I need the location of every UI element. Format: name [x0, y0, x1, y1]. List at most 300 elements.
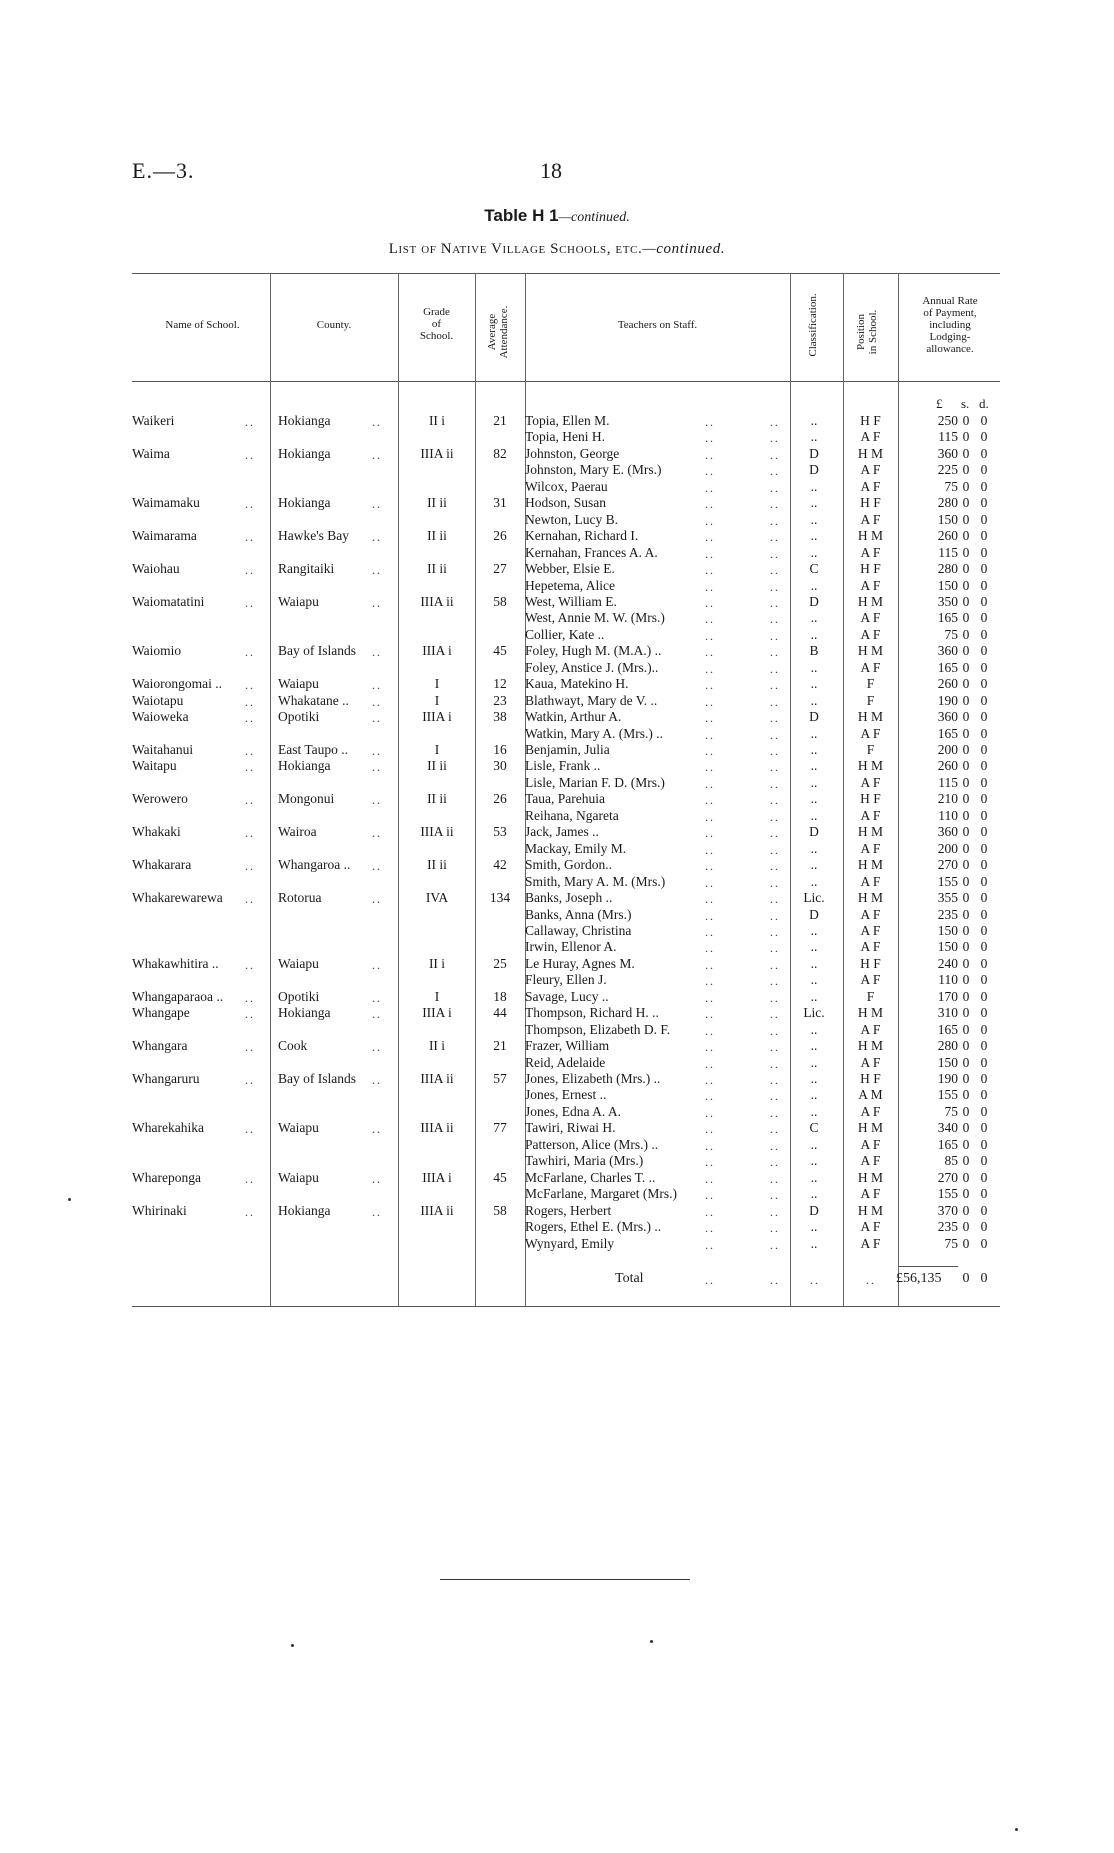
- payment-pence: 0: [980, 626, 988, 642]
- leader-dots: ..: [372, 892, 382, 907]
- table-row: [0, 758, 1114, 774]
- leader-dots: ..: [705, 579, 715, 594]
- leader-dots: ..: [705, 497, 715, 512]
- attendance-value: 21: [493, 413, 507, 428]
- leader-dots: ..: [372, 415, 382, 429]
- leader-dots: ..: [770, 957, 780, 972]
- header-payment-line: of Payment,: [923, 307, 977, 319]
- classification-value: ..: [810, 939, 818, 955]
- position-value: A F: [860, 1235, 881, 1251]
- leader-dots: ..: [245, 1073, 255, 1087]
- leader-dots: ..: [245, 711, 255, 726]
- leader-dots: ..: [770, 1007, 780, 1022]
- classification-value: ..: [810, 478, 818, 494]
- total-label: Total: [615, 1271, 644, 1286]
- school-name: Waikeri: [132, 413, 175, 428]
- position-value: A F: [860, 1103, 881, 1119]
- classification-value: ..: [810, 1219, 818, 1235]
- teacher-name: Hodson, Susan: [525, 495, 607, 511]
- payment-shillings: 0: [962, 676, 970, 692]
- grade-value: I: [434, 988, 440, 1004]
- leader-dots: ..: [770, 497, 780, 512]
- leader-dots: ..: [770, 727, 780, 742]
- payment-pounds: 155: [937, 1186, 958, 1202]
- leader-dots: ..: [770, 826, 780, 841]
- payment-pence: 0: [980, 1136, 988, 1152]
- teacher-name: Banks, Anna (Mrs.): [525, 906, 632, 922]
- payment-shillings: 0: [962, 1202, 970, 1218]
- payment-shillings: 0: [962, 577, 970, 593]
- grade-value: IIIA i: [422, 1005, 452, 1021]
- payment-pence: 0: [980, 593, 988, 609]
- leader-dots: ..: [245, 415, 255, 429]
- table-row: [0, 890, 1114, 906]
- payment-shillings: 0: [962, 1169, 970, 1185]
- payment-pounds: 85: [944, 1153, 958, 1169]
- county-name: Bay of Islands: [278, 1071, 356, 1086]
- county-name: Wairoa: [278, 824, 317, 840]
- payment-shillings: 0: [962, 955, 970, 971]
- county-name: Hokianga: [278, 1005, 331, 1021]
- payment-pence: 0: [980, 1054, 988, 1070]
- payment-shillings: 0: [962, 988, 970, 1004]
- payment-shillings: 0: [962, 1021, 970, 1037]
- position-value: H M: [857, 593, 884, 609]
- teacher-name: Frazer, William: [525, 1038, 610, 1054]
- classification-value: D: [809, 906, 819, 922]
- table-row: [0, 1104, 1114, 1120]
- payment-shillings: 0: [962, 774, 970, 790]
- units-pounds: £: [936, 396, 943, 411]
- leader-dots: ..: [770, 974, 780, 989]
- payment-pounds: 260: [937, 528, 958, 544]
- table-row: [0, 857, 1114, 873]
- grade-value: II i: [428, 955, 446, 971]
- teacher-name: Le Huray, Agnes M.: [525, 955, 635, 971]
- leader-dots: ..: [770, 908, 780, 923]
- payment-pounds: 165: [937, 725, 958, 741]
- county-name: Mongonui: [278, 791, 335, 807]
- scan-speck: [650, 1640, 653, 1643]
- leader-dots: ..: [770, 694, 780, 709]
- teacher-name: Jones, Edna A. A.: [525, 1103, 621, 1119]
- payment-pence: 0: [980, 709, 988, 725]
- classification-value: ..: [810, 1071, 818, 1086]
- school-name: Waiohau: [132, 561, 180, 577]
- leader-dots: ..: [245, 645, 255, 660]
- position-value: H M: [857, 1169, 884, 1185]
- teacher-name: Watkin, Mary A. (Mrs.) ..: [525, 725, 664, 741]
- payment-shillings: 0: [962, 758, 970, 774]
- table-title-main: Table H 1: [484, 206, 559, 225]
- payment-pence: 0: [980, 873, 988, 889]
- classification-value: ..: [810, 1153, 818, 1169]
- leader-dots: ..: [705, 1105, 715, 1120]
- school-name: Whakawhitira ..: [132, 955, 219, 971]
- table-title-continued: —continued.: [558, 210, 630, 225]
- header-position-line: in School.: [867, 309, 879, 355]
- table-row: [0, 693, 1114, 709]
- classification-value: ..: [810, 528, 818, 544]
- payment-pence: 0: [980, 1169, 988, 1185]
- grade-value: IIIA ii: [420, 1071, 454, 1086]
- leader-dots: ..: [770, 809, 780, 824]
- payment-pence: 0: [980, 462, 988, 478]
- table-row: [0, 413, 1114, 429]
- payment-shillings: 0: [962, 561, 970, 577]
- classification-value: Lic.: [803, 890, 825, 906]
- leader-dots: ..: [705, 875, 715, 890]
- leader-dots: ..: [705, 1204, 715, 1219]
- payment-shillings: 0: [962, 659, 970, 675]
- payment-shillings: 0: [962, 857, 970, 873]
- leader-dots: ..: [705, 1073, 715, 1087]
- school-name: Whangara: [132, 1038, 188, 1054]
- leader-dots: ..: [705, 842, 715, 857]
- leader-dots: ..: [372, 497, 382, 512]
- leader-dots: ..: [245, 826, 255, 841]
- school-name: Waiotapu: [132, 692, 184, 708]
- leader-dots: ..: [770, 760, 780, 775]
- teacher-name: McFarlane, Margaret (Mrs.): [525, 1186, 677, 1202]
- grade-value: II ii: [427, 758, 447, 774]
- school-name: Waiorongomai ..: [132, 676, 223, 692]
- payment-pence: 0: [980, 692, 988, 708]
- payment-pence: 0: [980, 643, 988, 659]
- payment-pence: 0: [980, 972, 988, 988]
- county-name: Whakatane ..: [278, 692, 349, 708]
- total-leader-dots: ..: [770, 1273, 780, 1287]
- table-row: [0, 512, 1114, 528]
- table-row: [0, 923, 1114, 939]
- leader-dots: ..: [705, 645, 715, 660]
- attendance-value: 82: [493, 445, 507, 461]
- county-name: Waiapu: [278, 955, 319, 971]
- teacher-name: Irwin, Ellenor A.: [525, 939, 617, 955]
- school-name: Whakarewarewa: [132, 890, 223, 906]
- payment-pence: 0: [980, 577, 988, 593]
- payment-pounds: 75: [944, 1103, 958, 1119]
- county-name: Waiapu: [278, 593, 319, 609]
- header-position-line: Position: [855, 313, 867, 351]
- school-name: Whakarara: [132, 857, 192, 873]
- page-header-code: E.—3.: [132, 158, 195, 183]
- position-value: H F: [860, 1071, 881, 1086]
- classification-value: ..: [810, 610, 818, 626]
- payment-pounds: 165: [937, 659, 958, 675]
- teacher-name: Lisle, Frank ..: [525, 758, 601, 774]
- leader-dots: ..: [372, 678, 382, 693]
- table-row: [0, 939, 1114, 955]
- payment-shillings: 0: [962, 725, 970, 741]
- payment-pounds: 260: [937, 758, 958, 774]
- teacher-name: Hepetema, Alice: [525, 577, 615, 593]
- position-value: A F: [860, 577, 881, 593]
- school-name: Waima: [132, 445, 170, 461]
- teacher-name: McFarlane, Charles T. ..: [525, 1169, 656, 1185]
- leader-dots: ..: [705, 546, 715, 561]
- grade-value: IIIA ii: [420, 593, 454, 609]
- county-name: Waiapu: [278, 1169, 319, 1185]
- leader-dots: ..: [705, 776, 715, 791]
- payment-pounds: 155: [937, 1087, 958, 1103]
- table-row: [0, 1005, 1114, 1021]
- leader-dots: ..: [705, 628, 715, 643]
- payment-pence: 0: [980, 1219, 988, 1235]
- leader-dots: ..: [770, 645, 780, 660]
- table-row: [0, 907, 1114, 923]
- total-pence: 0: [980, 1271, 988, 1286]
- leader-dots: ..: [770, 1237, 780, 1252]
- table-row: [0, 1071, 1114, 1087]
- classification-value: ..: [810, 758, 818, 774]
- leader-dots: ..: [770, 661, 780, 676]
- leader-dots: ..: [245, 497, 255, 512]
- leader-dots: ..: [770, 678, 780, 693]
- leader-dots: ..: [372, 1040, 382, 1055]
- classification-value: D: [809, 1202, 819, 1218]
- classification-value: ..: [810, 511, 818, 527]
- classification-value: ..: [810, 1054, 818, 1070]
- table-row: [0, 578, 1114, 594]
- payment-shillings: 0: [962, 610, 970, 626]
- position-value: H M: [857, 758, 884, 774]
- school-name: Whangaruru: [132, 1071, 200, 1086]
- grade-value: IIIA ii: [420, 445, 454, 461]
- leader-dots: ..: [245, 563, 255, 578]
- units-pence: d.: [979, 396, 989, 411]
- position-value: A F: [860, 774, 881, 790]
- leader-dots: ..: [705, 595, 715, 610]
- attendance-value: 45: [493, 1169, 507, 1185]
- payment-shillings: 0: [962, 544, 970, 560]
- leader-dots: ..: [705, 974, 715, 989]
- teacher-name: Fleury, Ellen J.: [525, 972, 607, 988]
- leader-dots: ..: [770, 1138, 780, 1153]
- leader-dots: ..: [245, 1122, 255, 1137]
- classification-value: ..: [810, 807, 818, 823]
- leader-dots: ..: [770, 744, 780, 758]
- school-name: Waioweka: [132, 709, 189, 725]
- table-row: [0, 495, 1114, 511]
- payment-shillings: 0: [962, 429, 970, 445]
- header-attendance-line: Attendance.: [498, 305, 510, 359]
- table-row: [0, 989, 1114, 1005]
- attendance-value: 16: [493, 742, 507, 757]
- payment-shillings: 0: [962, 478, 970, 494]
- teacher-name: Rogers, Ethel E. (Mrs.) ..: [525, 1219, 662, 1235]
- position-value: F: [866, 676, 875, 692]
- payment-pence: 0: [980, 511, 988, 527]
- table-row: [0, 1203, 1114, 1219]
- teacher-name: Topia, Heni H.: [525, 429, 606, 445]
- payment-shillings: 0: [962, 511, 970, 527]
- leader-dots: ..: [372, 1007, 382, 1022]
- table-row: [0, 791, 1114, 807]
- table-row: [0, 561, 1114, 577]
- payment-pounds: 115: [938, 429, 958, 445]
- leader-dots: ..: [770, 1056, 780, 1071]
- leader-dots: ..: [770, 859, 780, 874]
- position-value: A F: [860, 544, 881, 560]
- payment-pence: 0: [980, 890, 988, 906]
- payment-pounds: 150: [937, 577, 958, 593]
- payment-pence: 0: [980, 495, 988, 511]
- position-value: A F: [860, 478, 881, 494]
- county-name: Hokianga: [278, 758, 331, 774]
- leader-dots: ..: [245, 530, 255, 545]
- classification-value: ..: [810, 544, 818, 560]
- payment-pence: 0: [980, 544, 988, 560]
- leader-dots: ..: [245, 1171, 255, 1186]
- leader-dots: ..: [770, 546, 780, 561]
- payment-shillings: 0: [962, 873, 970, 889]
- teacher-name: Smith, Gordon..: [525, 857, 613, 873]
- leader-dots: ..: [770, 431, 780, 446]
- teacher-name: Topia, Ellen M.: [525, 413, 610, 428]
- leader-dots: ..: [770, 711, 780, 726]
- leader-dots: ..: [705, 480, 715, 495]
- leader-dots: ..: [705, 661, 715, 676]
- position-value: A F: [860, 1219, 881, 1235]
- payment-pounds: 190: [937, 692, 958, 708]
- payment-pence: 0: [980, 1235, 988, 1251]
- leader-dots: ..: [705, 941, 715, 956]
- leader-dots: ..: [705, 694, 715, 709]
- payment-pence: 0: [980, 1202, 988, 1218]
- grade-value: II ii: [427, 857, 447, 873]
- table-row: [0, 1087, 1114, 1103]
- leader-dots: ..: [245, 678, 255, 693]
- leader-dots: ..: [372, 645, 382, 660]
- leader-dots: ..: [245, 957, 255, 972]
- leader-dots: ..: [705, 431, 715, 446]
- classification-value: ..: [810, 626, 818, 642]
- leader-dots: ..: [372, 530, 382, 545]
- leader-dots: ..: [770, 1023, 780, 1038]
- payment-pounds: 210: [937, 791, 958, 807]
- leader-dots: ..: [245, 744, 255, 758]
- payment-pence: 0: [980, 857, 988, 873]
- position-value: F: [866, 988, 875, 1004]
- payment-pence: 0: [980, 429, 988, 445]
- classification-value: ..: [810, 955, 818, 971]
- leader-dots: ..: [372, 447, 382, 462]
- position-value: H M: [857, 824, 884, 840]
- school-name: Waiomatatini: [132, 593, 205, 609]
- grade-value: II i: [428, 1038, 446, 1054]
- payment-pounds: 150: [937, 511, 958, 527]
- payment-pence: 0: [980, 1005, 988, 1021]
- payment-shillings: 0: [962, 824, 970, 840]
- leader-dots: ..: [770, 1221, 780, 1236]
- payment-pence: 0: [980, 1103, 988, 1119]
- position-value: H F: [860, 495, 881, 511]
- grade-value: II ii: [427, 495, 447, 511]
- leader-dots: ..: [372, 793, 382, 808]
- leader-dots: ..: [245, 793, 255, 808]
- classification-value: ..: [810, 857, 818, 873]
- leader-dots: ..: [705, 1007, 715, 1022]
- position-value: A F: [860, 610, 881, 626]
- table-row: [0, 643, 1114, 659]
- payment-pounds: 225: [937, 462, 958, 478]
- payment-shillings: 0: [962, 1186, 970, 1202]
- attendance-value: 134: [489, 890, 511, 906]
- table-row: [0, 1153, 1114, 1169]
- county-name: Hokianga: [278, 1202, 331, 1218]
- payment-shillings: 0: [962, 1120, 970, 1136]
- table-row: [0, 1022, 1114, 1038]
- attendance-value: 25: [493, 955, 507, 971]
- payment-pence: 0: [980, 1153, 988, 1169]
- payment-pence: 0: [980, 939, 988, 955]
- position-value: F: [866, 692, 875, 708]
- county-name: Hawke's Bay: [278, 528, 350, 544]
- leader-dots: ..: [705, 678, 715, 693]
- leader-dots: ..: [705, 1237, 715, 1252]
- payment-pence: 0: [980, 478, 988, 494]
- classification-value: ..: [810, 1136, 818, 1152]
- payment-shillings: 0: [962, 922, 970, 938]
- table-row: [0, 1137, 1114, 1153]
- teacher-name: West, Annie M. W. (Mrs.): [525, 610, 665, 626]
- leader-dots: ..: [372, 595, 382, 610]
- grade-value: IIIA i: [422, 1169, 452, 1185]
- classification-value: C: [809, 1120, 819, 1136]
- teacher-name: Rogers, Herbert: [525, 1202, 612, 1218]
- county-name: Hokianga: [278, 413, 331, 428]
- leader-dots: ..: [245, 760, 255, 775]
- scan-speck: [1015, 1828, 1018, 1831]
- table-row: [0, 824, 1114, 840]
- teacher-name: Mackay, Emily M.: [525, 840, 627, 856]
- attendance-value: 23: [493, 692, 507, 708]
- payment-pence: 0: [980, 988, 988, 1004]
- teacher-name: Tawhiri, Maria (Mrs.): [525, 1153, 644, 1169]
- payment-pounds: 155: [937, 873, 958, 889]
- payment-pounds: 165: [937, 1021, 958, 1037]
- table-row: [0, 446, 1114, 462]
- classification-value: ..: [810, 1087, 818, 1103]
- total-leader-dots: ..: [866, 1273, 876, 1287]
- county-name: Opotiki: [278, 709, 320, 725]
- table-row: [0, 1120, 1114, 1136]
- classification-value: ..: [810, 692, 818, 708]
- school-name: Werowero: [132, 791, 188, 807]
- payment-pounds: 200: [937, 742, 958, 757]
- payment-pence: 0: [980, 1186, 988, 1202]
- school-name: Whirinaki: [132, 1202, 187, 1218]
- position-value: A M: [858, 1087, 883, 1103]
- table-row: [0, 956, 1114, 972]
- payment-pence: 0: [980, 840, 988, 856]
- table-row: [0, 676, 1114, 692]
- leader-dots: ..: [770, 447, 780, 462]
- classification-value: ..: [810, 972, 818, 988]
- grade-value: IVA: [425, 890, 449, 906]
- table-row: [0, 479, 1114, 495]
- payment-shillings: 0: [962, 692, 970, 708]
- position-value: H M: [857, 1202, 884, 1218]
- position-value: H M: [857, 1038, 884, 1054]
- school-name: Whangape: [132, 1005, 190, 1021]
- payment-pounds: 260: [937, 676, 958, 692]
- table-row: [0, 462, 1114, 478]
- position-value: A F: [860, 840, 881, 856]
- payment-pence: 0: [980, 610, 988, 626]
- attendance-value: 58: [493, 593, 507, 609]
